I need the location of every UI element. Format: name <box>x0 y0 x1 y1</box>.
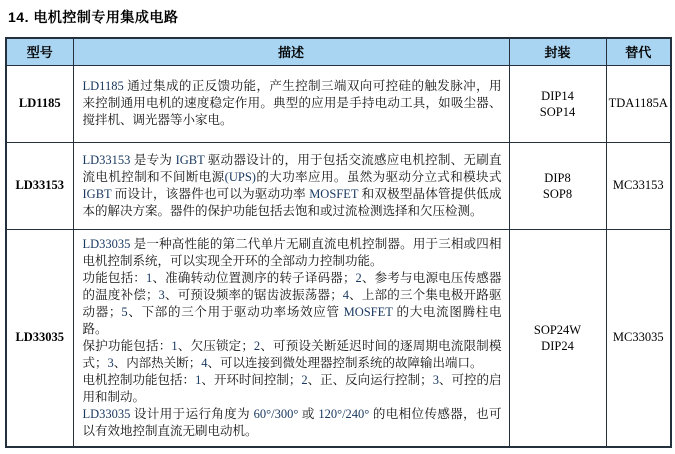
table-row-ld33035 <box>6 229 671 447</box>
column-header-replacement: 替代 <box>606 38 671 65</box>
replacement-cell: MC33035 <box>606 229 671 447</box>
package-cell <box>509 142 606 229</box>
replacement-cell: MC33153 <box>606 142 671 229</box>
package-cell <box>509 65 606 142</box>
description-paragraph: LD33035 设计用于运行角度为 60°/300° 或 120°/240° 的电相位传感器，也可以有效地控制直流无刷电动机。 <box>82 406 502 438</box>
column-header-model: 型号 <box>6 38 73 65</box>
package-line: DIP14 <box>541 88 574 103</box>
description-paragraph: LD1185 通过集成的正反馈功能，产生控制三端双向可控硅的触发脉冲，用来控制通用电机的速度稳定作用。典型的应用是手持电动工具，如吸尘器、搅拌机、调光器等小家电。 <box>82 79 502 127</box>
package-line: SOP8 <box>542 186 573 201</box>
page-title: 14. 电机控制专用集成电路 <box>8 9 179 25</box>
column-header-description: 描述 <box>73 38 509 65</box>
description-paragraph: LD33153 是专为 IGBT 驱动器设计的，用于包括交流感应电机控制、无刷直流电机控制和不间断电源(UPS)的大功率应用。虽然为驱动分立式和模块式 IGBT 而设计，该器件也可以为驱动功率 MOSFET 和双极型晶体管提供低成本的解决方案。器件的保护功能包括去饱和或过流检测选择和欠压检测。 <box>82 152 502 218</box>
table-row-ld1185 <box>6 65 671 142</box>
table-header-row <box>6 38 671 65</box>
model-cell: LD33153 <box>6 142 73 229</box>
model-cell: LD1185 <box>6 65 73 142</box>
model-cell: LD33035 <box>6 229 73 447</box>
description-cell <box>73 65 509 142</box>
description-paragraph: 电机控制功能包括：1、开环时间控制；2、正、反向运行控制；3、可控的启用和制动。 <box>82 372 502 404</box>
package-line: SOP24W <box>533 322 582 337</box>
description-paragraph: 功能包括：1、准确转动位置测序的转子译码器；2、参考与电源电压传感器的温度补偿；3、可预设频率的锯齿波振荡器；4、上部的三个集电极开路驱动器；5、下部的三个用于驱动功率场效应管 MOSFET 的大电流图腾柱电路。 <box>82 270 502 336</box>
column-header-package: 封装 <box>509 38 606 65</box>
description-paragraph: 保护功能包括：1、欠压锁定；2、可预设关断延迟时间的逐周期电流限制模式；3、内部热关断；4、可以连接到微处理器控制系统的故障输出端口。 <box>82 338 502 370</box>
table-row-ld33153 <box>6 142 671 229</box>
package-line: DIP8 <box>544 170 571 185</box>
description-paragraph: LD33035 是一种高性能的第二代单片无刷直流电机控制器。用于三相或四相电机控制系统，可以实现全开环的全部动力控制功能。 <box>82 236 502 268</box>
package-cell <box>509 229 606 447</box>
description-cell <box>73 229 509 447</box>
description-cell <box>73 142 509 229</box>
package-line: DIP24 <box>541 338 574 353</box>
package-line: SOP14 <box>539 104 576 119</box>
ic-table <box>5 37 672 448</box>
replacement-cell: TDA1185A <box>606 65 671 142</box>
